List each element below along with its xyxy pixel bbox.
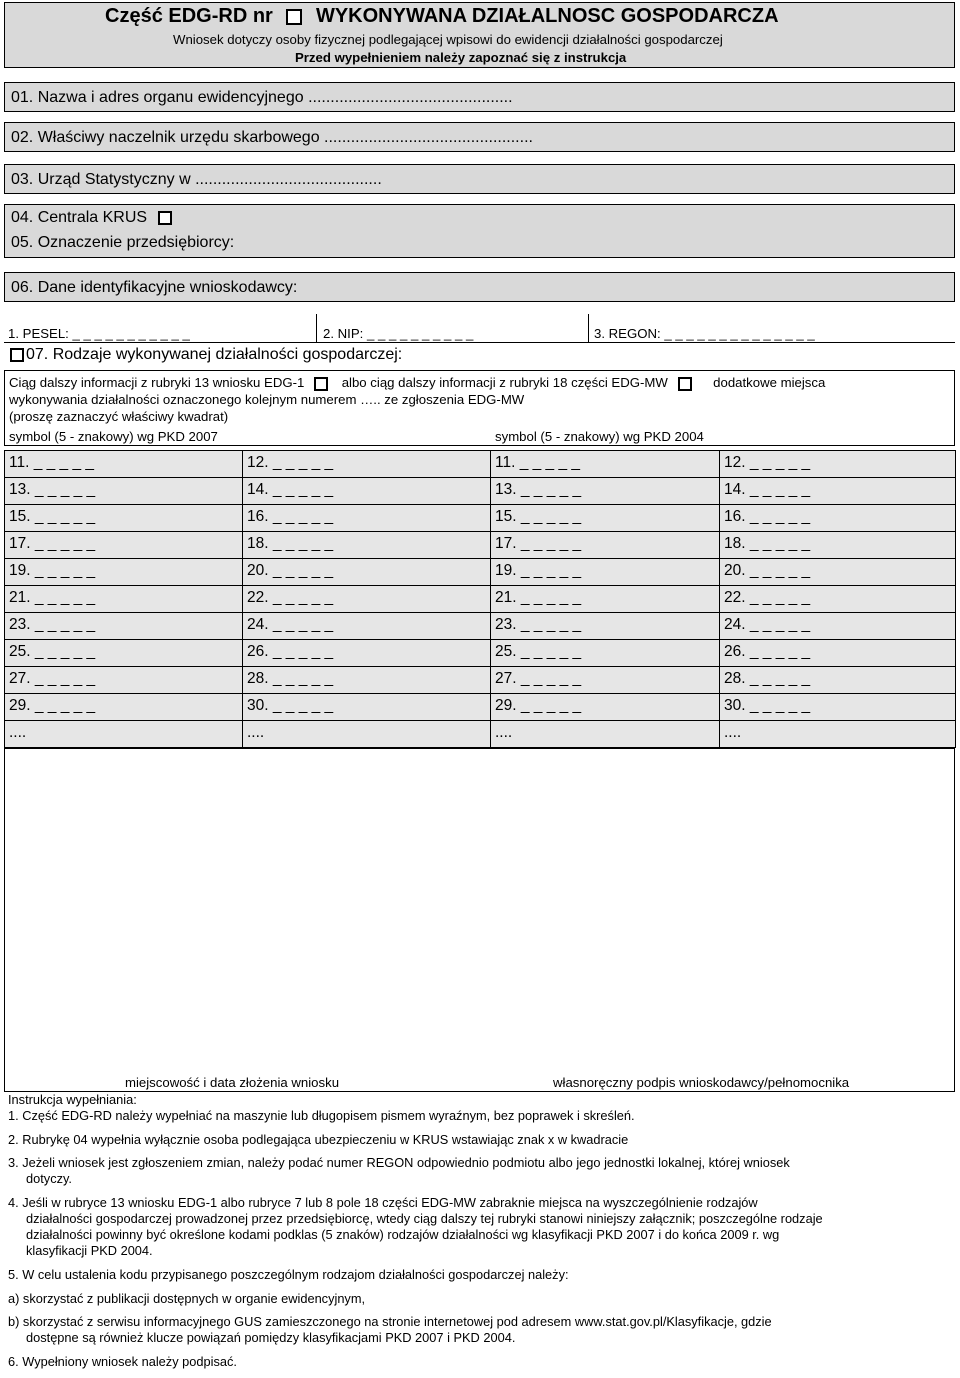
pkd-code-label: 24. _ _ _ _ _ (247, 616, 334, 633)
id-bottom-line (4, 342, 955, 343)
pkd-code-label: 15. _ _ _ _ _ (495, 508, 582, 525)
pkd-code-label: 18. _ _ _ _ _ (724, 535, 811, 552)
field-04-05 (4, 204, 955, 258)
instruction-4c: działalności powinny być określone kodami podklas (5 znaków) rodzajów działalności wg klasyfikacji PKD 2007 i do końca 2009 r. wg (26, 1227, 780, 1242)
pkd-code-cell[interactable] (719, 477, 956, 505)
pkd-code-label: 14. _ _ _ _ _ (247, 481, 334, 498)
pkd-code-label: 11. _ _ _ _ _ (495, 454, 581, 471)
instruction-2: 2. Rubrykę 04 wypełnia wyłącznie osoba podlegająca ubezpieczeniu w KRUS wstawiając znak x w kwadracie (8, 1132, 629, 1147)
pesel-field[interactable]: 1. PESEL: _ _ _ _ _ _ _ _ _ _ _ (8, 326, 190, 341)
field-06-label: 06. Dane identyfikacyjne wnioskodawcy: (11, 279, 298, 296)
pkd-code-cell[interactable] (4, 531, 243, 559)
signature-area (4, 748, 955, 1092)
pkd-code-cell[interactable] (719, 639, 956, 667)
id-divider-1 (316, 314, 317, 342)
form-header (4, 2, 955, 68)
pkd-code-cell[interactable] (719, 720, 956, 748)
field-01[interactable] (4, 82, 955, 112)
pkd-code-label: 29. _ _ _ _ _ (9, 697, 96, 714)
pkd-code-label: 26. _ _ _ _ _ (724, 643, 811, 660)
section-07-label: 07. Rodzaje wykonywanej działalności gospodarczej: (26, 346, 403, 363)
instruction-3a: 3. Jeżeli wniosek jest zgłoszeniem zmian, należy podać numer REGON odpowiednio podmiotu albo jego jednostki lokalnej, której wniosek (8, 1155, 790, 1170)
form-title-main: WYKONYWANA DZIAŁALNOSC GOSPODARCZA (315, 5, 779, 27)
pkd-code-label: 14. _ _ _ _ _ (724, 481, 811, 498)
pkd-code-cell[interactable] (490, 450, 720, 478)
pkd-code-cell[interactable] (4, 666, 243, 694)
pkd-code-label: 28. _ _ _ _ _ (724, 670, 811, 687)
pkd-code-cell[interactable] (4, 639, 243, 667)
pkd-code-cell[interactable] (4, 585, 243, 613)
pkd-code-cell[interactable] (4, 558, 243, 586)
instruction-b1: b) skorzystać z serwisu informacyjnego GUS zamieszczonego na stronie internetowej pod adresem www.stat.gov.pl/Klasyfikacje, gdzie (8, 1314, 772, 1329)
info-line-1b: albo ciąg dalszy informacji z rubryki 18 części EDG-MW (341, 375, 668, 390)
pkd-code-label: 28. _ _ _ _ _ (247, 670, 334, 687)
nip-field[interactable]: 2. NIP: _ _ _ _ _ _ _ _ _ _ (323, 326, 474, 341)
form-title-part: Część EDG-RD nr (105, 5, 273, 27)
pkd-code-cell[interactable] (719, 531, 956, 559)
field-02[interactable] (4, 122, 955, 152)
pkd-code-label: 30. _ _ _ _ _ (724, 697, 811, 714)
info-line-1c: dodatkowe miejsca (713, 375, 826, 390)
pkd-code-label: 12. _ _ _ _ _ (724, 454, 811, 471)
pkd-code-label: 25. _ _ _ _ _ (9, 643, 96, 660)
pkd-code-cell[interactable] (242, 450, 491, 478)
pkd-code-label: 24. _ _ _ _ _ (724, 616, 811, 633)
field-03[interactable] (4, 164, 955, 194)
pkd-code-cell[interactable] (4, 450, 243, 478)
pkd-code-cell[interactable] (719, 585, 956, 613)
pkd-code-label: 25. _ _ _ _ _ (495, 643, 582, 660)
pkd-code-label: 21. _ _ _ _ _ (9, 589, 96, 606)
instructions (4, 1092, 955, 1376)
instruction-5: 5. W celu ustalenia kodu przypisanego poszczególnym rodzajom działalności gospodarczej należy: (8, 1267, 569, 1282)
pkd-code-label: 21. _ _ _ _ _ (495, 589, 582, 606)
pkd-code-cell[interactable] (242, 666, 491, 694)
pkd-code-label: .... (9, 724, 27, 741)
pkd-code-cell[interactable] (242, 504, 491, 532)
pkd-code-cell[interactable] (242, 612, 491, 640)
pkd-code-cell[interactable] (490, 666, 720, 694)
pkd-code-label: 17. _ _ _ _ _ (9, 535, 96, 552)
regon-field[interactable]: 3. REGON: _ _ _ _ _ _ _ _ _ _ _ _ _ _ (594, 326, 815, 341)
instruction-4d: klasyfikacji PKD 2004. (26, 1243, 153, 1258)
pkd-code-label: 11. _ _ _ _ _ (9, 454, 95, 471)
pkd-code-label: 13. _ _ _ _ _ (495, 481, 582, 498)
pkd-code-label: 13. _ _ _ _ _ (9, 481, 96, 498)
pkd-code-cell[interactable] (719, 666, 956, 694)
pkd-code-label: .... (247, 724, 265, 741)
pkd-code-cell[interactable] (242, 720, 491, 748)
pkd-code-label: 12. _ _ _ _ _ (247, 454, 334, 471)
pkd-code-cell[interactable] (4, 504, 243, 532)
pkd-code-label: 27. _ _ _ _ _ (9, 670, 96, 687)
pkd-code-cell[interactable] (4, 477, 243, 505)
pkd-code-cell[interactable] (242, 585, 491, 613)
instruction-3b: dotyczy. (26, 1171, 72, 1186)
pkd-code-label: 23. _ _ _ _ _ (9, 616, 96, 633)
instruction-a: a) skorzystać z publikacji dostępnych w organie ewidencyjnym, (8, 1291, 366, 1306)
field-04 (11, 209, 172, 227)
pkd-code-cell[interactable] (490, 693, 720, 721)
pkd-2004-heading: symbol (5 - znakowy) wg PKD 2004 (495, 429, 704, 444)
pkd-grid (4, 450, 955, 747)
form-subtitle: Wniosek dotyczy osoby fizycznej podlegającej wpisowi do ewidencji działalności gospodarczej (173, 32, 723, 47)
pkd-2007-heading: symbol (5 - znakowy) wg PKD 2007 (9, 429, 218, 444)
field-05-label: 05. Oznaczenie przedsiębiorcy: (11, 234, 235, 251)
instruction-4b: działalności gospodarczej prowadzonej przez przedsiębiorcę, wtedy ciąg dalszy tej rubryki stanowi niniejszy załącznik; poszczególne rodzaje (26, 1211, 823, 1226)
pkd-code-cell[interactable] (242, 639, 491, 667)
field-04-label: 04. Centrala KRUS (11, 209, 148, 226)
form-title (105, 5, 779, 28)
pkd-code-label: 22. _ _ _ _ _ (724, 589, 811, 606)
pkd-code-label: 23. _ _ _ _ _ (495, 616, 582, 633)
pkd-code-cell[interactable] (490, 504, 720, 532)
pkd-code-label: 26. _ _ _ _ _ (247, 643, 334, 660)
form-number-checkbox[interactable] (286, 9, 302, 25)
pkd-code-cell[interactable] (719, 612, 956, 640)
info-line-2: wykonywania działalności oznaczonego kolejnym numerem ….. ze zgłoszenia EDG-MW (9, 392, 525, 407)
pkd-code-cell[interactable] (242, 558, 491, 586)
pkd-code-label: 29. _ _ _ _ _ (495, 697, 582, 714)
signature-label: własnoręczny podpis wnioskodawcy/pełnomocnika (553, 1075, 850, 1090)
edg1-checkbox[interactable] (314, 377, 328, 391)
pkd-code-label: 19. _ _ _ _ _ (495, 562, 582, 579)
pkd-code-cell[interactable] (490, 531, 720, 559)
pkd-code-label: 16. _ _ _ _ _ (247, 508, 334, 525)
pkd-code-cell[interactable] (4, 612, 243, 640)
pkd-code-cell[interactable] (719, 558, 956, 586)
pkd-code-label: 17. _ _ _ _ _ (495, 535, 582, 552)
pkd-code-cell[interactable] (242, 531, 491, 559)
pkd-code-label: 18. _ _ _ _ _ (247, 535, 334, 552)
pkd-code-label: 20. _ _ _ _ _ (724, 562, 811, 579)
pkd-code-cell[interactable] (242, 477, 491, 505)
section-07-checkbox[interactable] (10, 348, 24, 362)
krus-checkbox[interactable] (158, 211, 172, 225)
pkd-code-cell[interactable] (242, 693, 491, 721)
info-line-1a: Ciąg dalszy informacji z rubryki 13 wniosku EDG-1 (9, 375, 305, 390)
id-row (4, 314, 955, 342)
pkd-code-label: .... (495, 724, 513, 741)
section-07-title (10, 346, 402, 364)
pkd-code-label: 19. _ _ _ _ _ (9, 562, 96, 579)
info-line-3: (proszę zaznaczyć właściwy kwadrat) (9, 409, 229, 424)
field-03-label: 03. Urząd Statystyczny w .......................................... (11, 171, 382, 188)
pkd-code-label: 15. _ _ _ _ _ (9, 508, 96, 525)
pkd-code-label: 16. _ _ _ _ _ (724, 508, 811, 525)
pkd-code-cell[interactable] (4, 693, 243, 721)
pkd-code-cell[interactable] (490, 558, 720, 586)
id-divider-2 (588, 314, 589, 342)
section-07-info (4, 370, 955, 446)
pkd-code-label: .... (724, 724, 742, 741)
instruction-4a: 4. Jeśli w rubryce 13 wniosku EDG-1 albo rubryce 7 lub 8 pole 18 części EDG-MW zabraknie miejsca na wyszczególnienie rodzajów (8, 1195, 758, 1210)
pkd-code-label: 27. _ _ _ _ _ (495, 670, 582, 687)
pkd-code-label: 22. _ _ _ _ _ (247, 589, 334, 606)
pkd-code-cell[interactable] (490, 720, 720, 748)
instruction-6: 6. Wypełniony wniosek należy podpisać. (8, 1354, 237, 1369)
edgmw-checkbox[interactable] (678, 377, 692, 391)
pkd-code-cell[interactable] (719, 450, 956, 478)
place-date-label: miejscowość i data złożenia wniosku (125, 1075, 340, 1090)
instruction-1: 1. Część EDG-RD należy wypełniać na maszynie lub długopisem pismem wyraźnym, bez poprawek i skreśleń. (8, 1108, 635, 1123)
pkd-code-cell[interactable] (490, 585, 720, 613)
pkd-code-cell[interactable] (719, 693, 956, 721)
instructions-heading: Instrukcja wypełniania: (8, 1092, 137, 1107)
field-01-label: 01. Nazwa i adres organu ewidencyjnego .............................................. (11, 89, 513, 106)
pkd-code-cell[interactable] (490, 639, 720, 667)
pkd-code-cell[interactable] (490, 612, 720, 640)
form-notice: Przed wypełnieniem należy zapoznać się z instrukcja (295, 50, 627, 65)
field-06 (4, 272, 955, 302)
pkd-code-cell[interactable] (490, 477, 720, 505)
signature-left (5, 749, 6, 1091)
info-line-1 (9, 375, 825, 391)
pkd-code-cell[interactable] (719, 504, 956, 532)
pkd-code-label: 20. _ _ _ _ _ (247, 562, 334, 579)
instruction-b2: dostępne są również klucze powiązań pomiędzy klasyfikacjami PKD 2007 i PKD 2004. (26, 1330, 516, 1345)
pkd-code-cell[interactable] (4, 720, 243, 748)
pkd-code-label: 30. _ _ _ _ _ (247, 697, 334, 714)
field-02-label: 02. Właściwy naczelnik urzędu skarbowego ............................................... (11, 129, 533, 146)
